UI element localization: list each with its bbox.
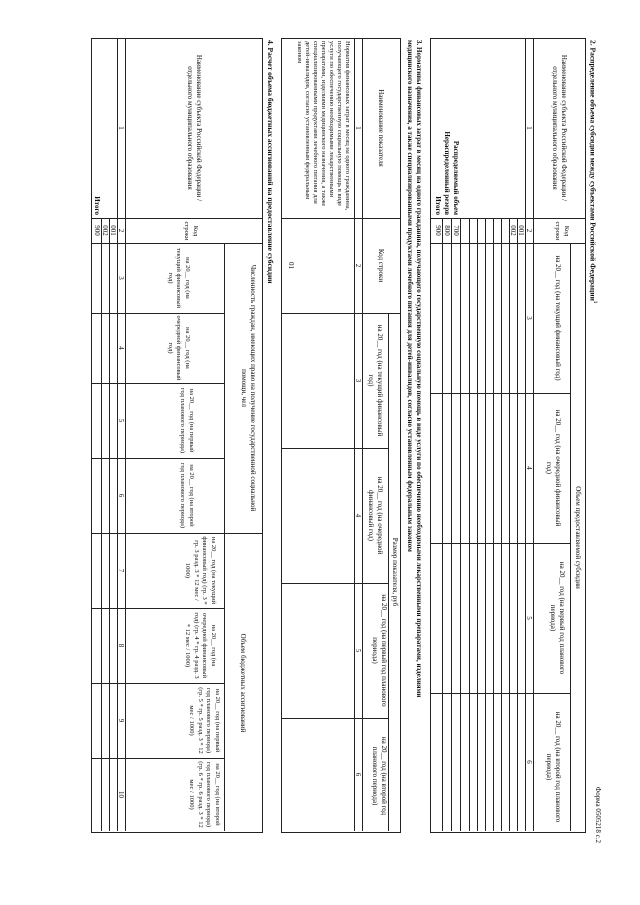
s4-col5-header: на 20__ год (на первый год планового периода) xyxy=(179,388,195,453)
s4-code-900: 900 xyxy=(93,225,101,236)
s3-row-code: 01 xyxy=(287,262,295,269)
s2-code-001: 001 xyxy=(517,225,525,236)
s2-code-800: 800 xyxy=(443,225,451,236)
s2-col3-header: на 20__ год (на текущий финансовый год) xyxy=(554,255,562,381)
s4-num-7: 7 xyxy=(117,568,125,573)
s2-code-900: 900 xyxy=(434,225,442,236)
s3-col4-header: на 20__ год (на очередной финансовый год) xyxy=(367,476,384,555)
section2-table xyxy=(430,38,586,833)
s4-num-3: 3 xyxy=(117,276,125,280)
s3-num-2: 2 xyxy=(354,263,362,268)
section4-table xyxy=(53,38,263,833)
s4-col10-header: на 20__ год (на второй год планового периода) (гр. 6 * гр. 6 разд. 3 * 12 мес / 1000) xyxy=(188,761,221,828)
s2-code-002: 002 xyxy=(509,225,517,236)
section4-title: 4. Расчет объема бюджетных ассигнований на предоставление субсидии xyxy=(266,40,275,284)
s4-col9-header: на 20__ год (на первый год планового периода) (гр. 5 * гр. 5 разд. 3 * 12 мес / 1000) xyxy=(188,687,221,754)
s4-num-9: 9 xyxy=(117,718,125,723)
s2-col4-header: на 20__ год (на очередной финансовый год) xyxy=(545,409,562,527)
s2-code-700: 700 xyxy=(452,225,460,236)
s4-col3-header: на 20__ год (на текущий финансовый год) xyxy=(167,247,191,309)
s2-col6-header: на 20__ год (на второй год планового периода) xyxy=(545,711,562,823)
s2-num-2: 2 xyxy=(525,228,533,233)
s4-num-5: 5 xyxy=(117,418,125,423)
s3-num-4: 4 xyxy=(354,513,362,518)
s2-num-5: 5 xyxy=(525,616,533,620)
s4-code-002: 002 xyxy=(101,225,109,236)
s4-col7-header: на 20__ год (на текущий финансовый год) (гр. 3 * гр. 3 разд. 3 * 12 мес / 1000) xyxy=(184,536,217,605)
form-label: Форма 0505218 с.2 xyxy=(594,786,602,843)
s4-num-4: 4 xyxy=(117,346,125,350)
section3-title-line1: 3. Нормативы финансовых затрат в месяц на одного гражданина, получающего государственную социальную помощь в виде услуги по обеспечению необходимыми лекарственными препаратами, изделиями xyxy=(415,40,423,698)
s3-group-header: Размер показателя, руб xyxy=(391,537,399,607)
s3-col5-header: на 20__ год (на первый год планового периода) xyxy=(371,594,388,707)
s2-sum-total: Итого xyxy=(434,196,442,215)
s2-group-header: Объем предоставляемой субсидии xyxy=(574,486,582,589)
section3-table xyxy=(281,38,401,833)
s4-col-name-header: Наименование субъекта Российской Федерации / отдельного муниципального образования xyxy=(186,54,203,202)
s3-num-1: 1 xyxy=(354,126,362,130)
s3-col6-header: на 20__ год (на второй год планового периода) xyxy=(371,736,388,816)
s3-num-3: 3 xyxy=(354,378,362,383)
s2-num-4: 4 xyxy=(525,466,533,470)
s3-col-code-header: Код строки xyxy=(377,248,385,283)
s4-num-2: 2 xyxy=(117,228,125,233)
s2-num-3: 3 xyxy=(525,316,533,320)
section2-title: 2. Распределение объема субсидии между субъектами Российской Федерации$^1$ xyxy=(588,40,598,304)
s2-num-1: 1 xyxy=(525,126,533,130)
s3-col-name-header: Наименование показателя xyxy=(377,89,385,167)
s4-code-001: 001 xyxy=(109,225,117,236)
s3-num-5: 5 xyxy=(354,648,362,653)
section3-title-line2: медицинского назначения, а также специализированными продуктами лечебного питания для детей-инвалидов, согласно установленным федеральным законом xyxy=(406,40,414,552)
s4-group-a-header: Численность граждан, имеющих право на получение государственной социальной помощи, чел xyxy=(240,264,257,512)
s4-num-10: 10 xyxy=(117,791,125,798)
s4-total-label: Итого xyxy=(93,196,101,215)
s3-num-6: 6 xyxy=(354,772,362,777)
s4-num-1: 1 xyxy=(117,126,125,130)
s4-col-code-header: Код строки xyxy=(183,221,199,241)
s2-sum-reserve: Нераспределенный резерв xyxy=(443,131,451,215)
s3-col3-header: на 20__ год (на текущий финансовый год) xyxy=(367,324,384,437)
s2-col-code-header: Код строки xyxy=(554,221,570,241)
s2-num-6: 6 xyxy=(525,760,533,764)
rotated-form-sheet xyxy=(41,28,606,843)
s4-num-6: 6 xyxy=(117,493,125,498)
s4-col4-header: на 20__ год (на очередной финансовый год) xyxy=(167,315,191,381)
s4-group-b-header: Объем бюджетных ассигнований xyxy=(239,633,247,733)
s4-col6-header: на 20__ год (на второй год планового периода) xyxy=(179,463,195,528)
s4-num-8: 8 xyxy=(117,643,125,648)
s2-col5-header: на 20__ год (на первый год планового периода) xyxy=(549,561,566,675)
s2-col-name-header: Наименование субъекта Российской Федерации / отдельного муниципального образования xyxy=(551,54,568,202)
s4-col8-header: на 20__ год (на очередной финансовый год) (гр. 4 * гр. 4 разд. 3 * 12 мес / 1000) xyxy=(184,612,217,679)
s2-sum-distributed: Распределяемый объем xyxy=(452,140,460,215)
s3-row-text: Норматив финансовых затрат в месяц на одного гражданина, получающего государственную социальную помощь в виде услуги по обеспечению необходимыми лекарственными препаратами, изделиями медицинского назначения, а также специализированными продуктами лечебного питания для детей-инвалидов, согласно установленным федеральным законом xyxy=(296,41,351,211)
